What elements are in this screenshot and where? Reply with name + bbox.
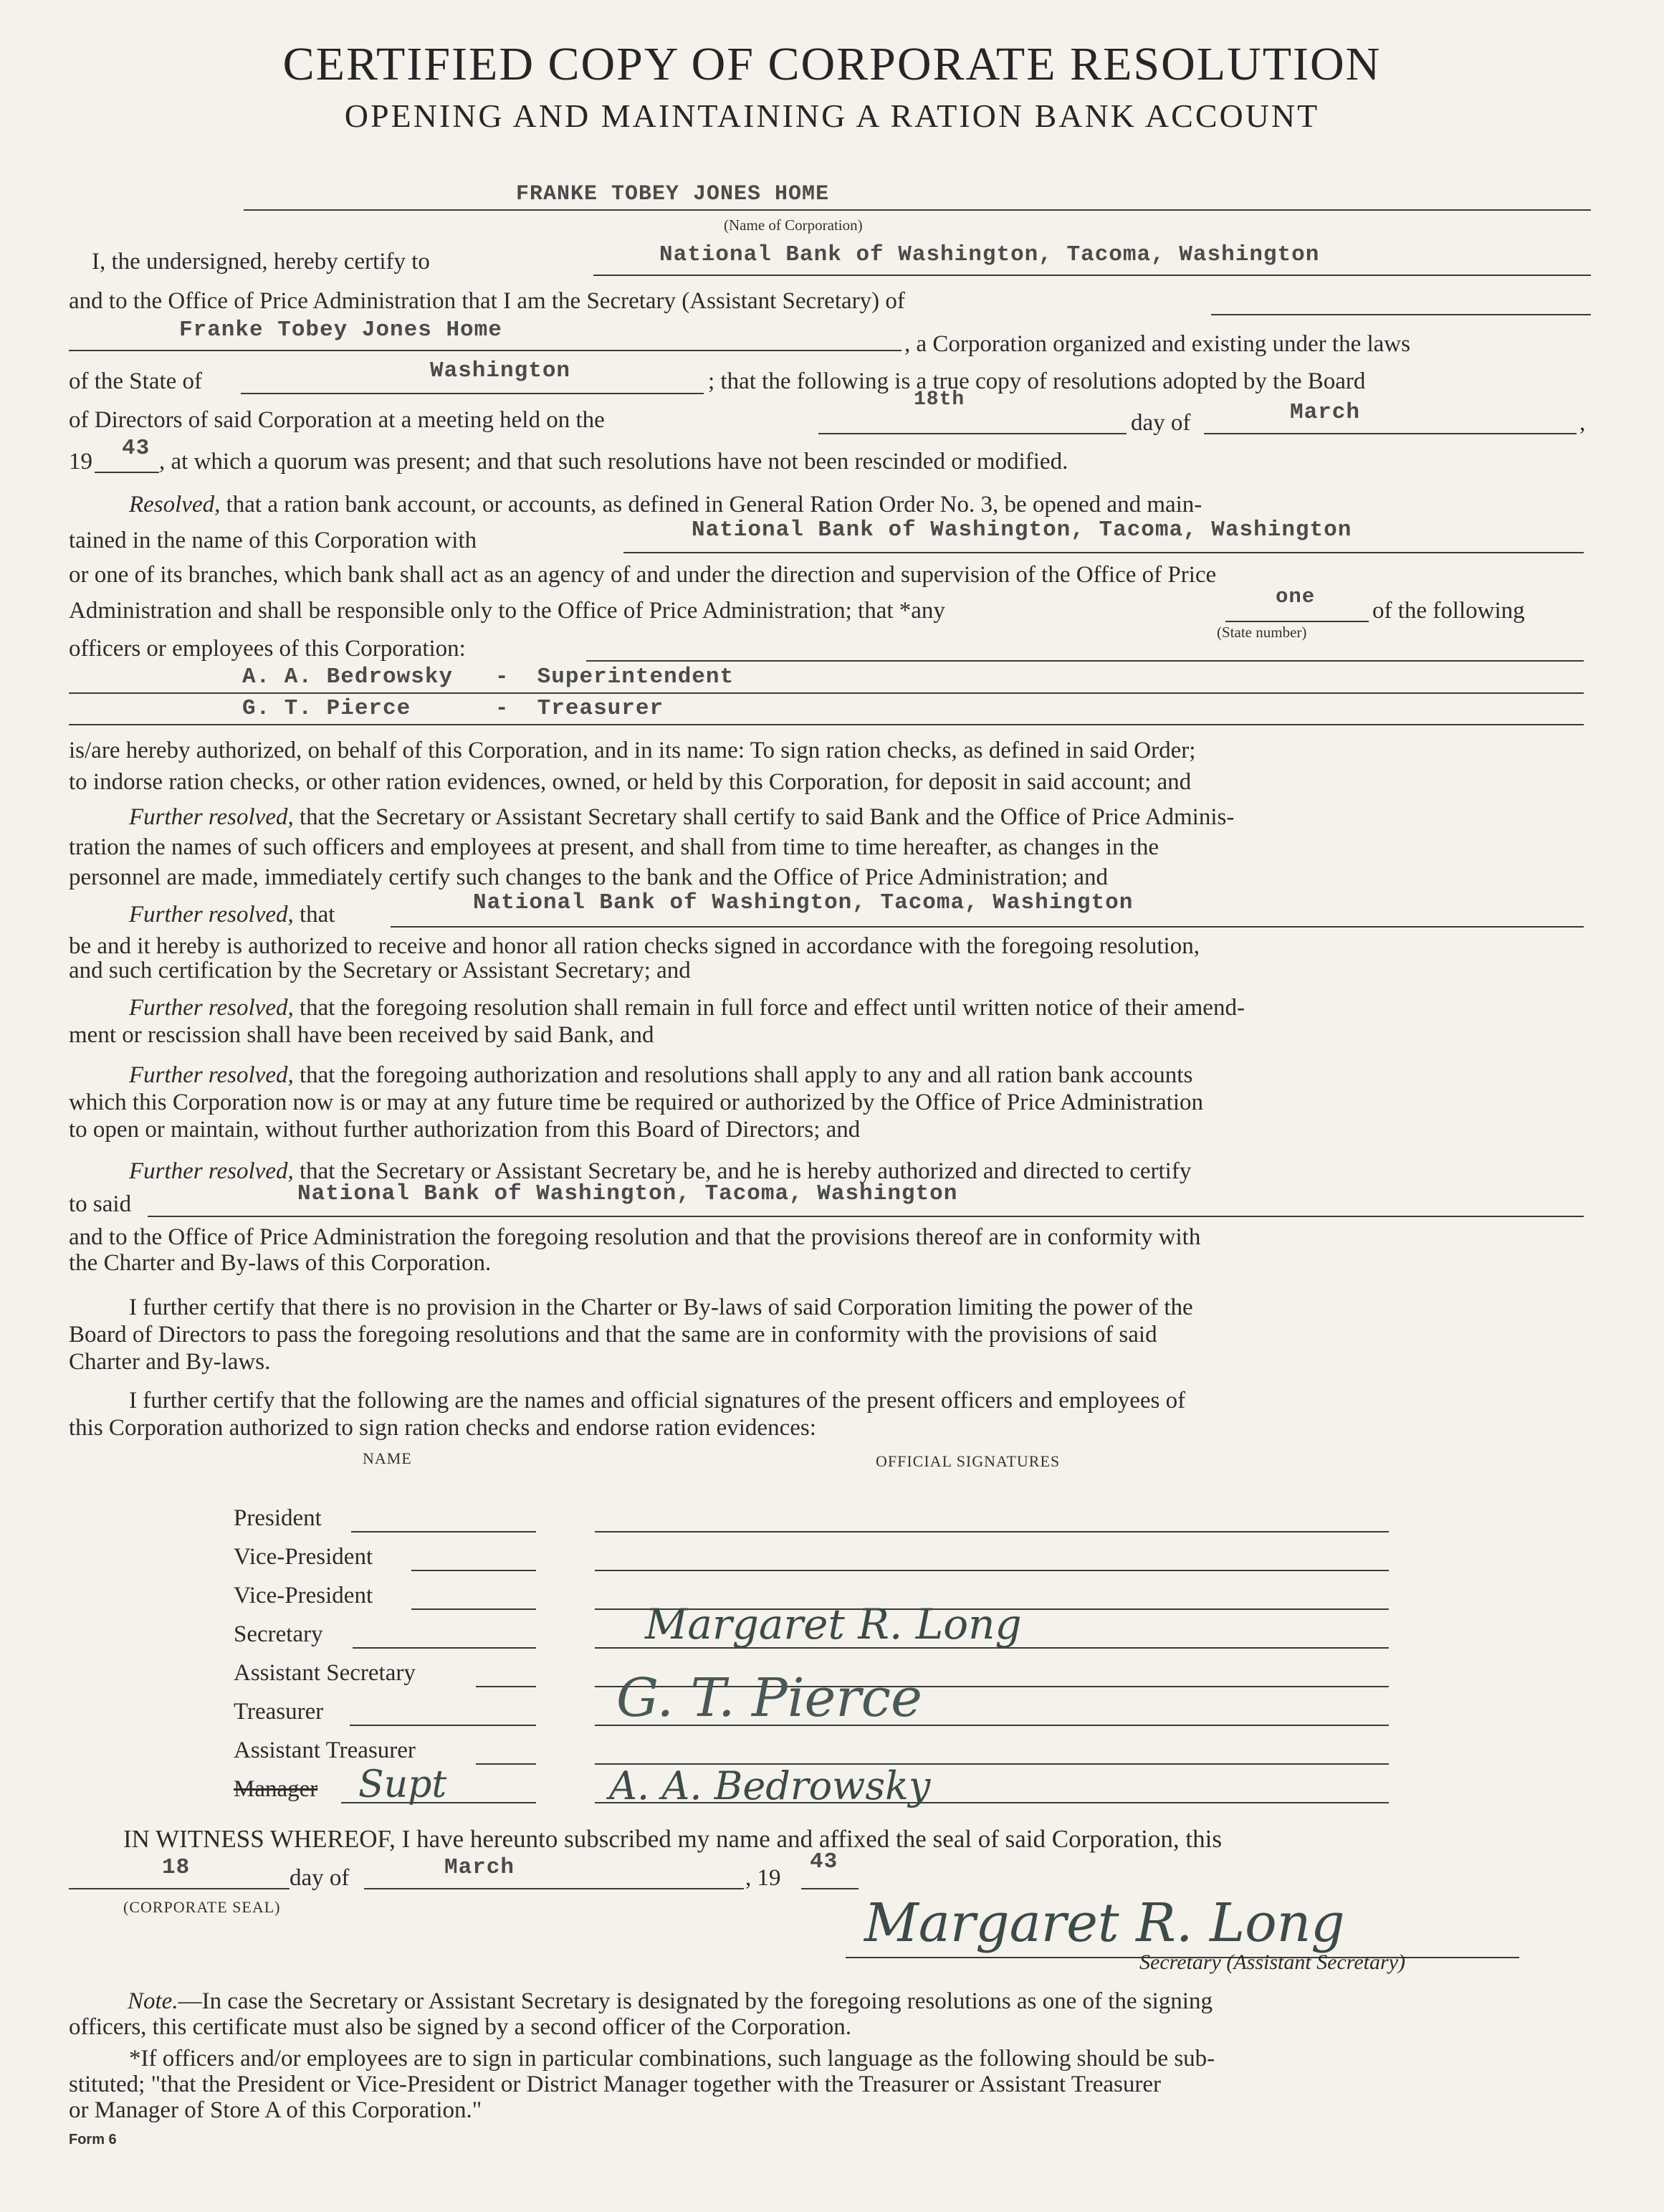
further-resolved-1-line2: tration the names of such officers and employees at present, and shall from time to time hereafter, as changes in the — [69, 834, 1159, 860]
note-line2: officers, this certificate must also be signed by a second officer of the Corporation. — [69, 2014, 852, 2040]
number-of-officers-field: one — [1276, 585, 1316, 609]
bank-name-field-2: National Bank of Washington, Tacoma, Washington — [692, 518, 1352, 543]
role-manager: Manager — [234, 1776, 318, 1802]
meeting-month-field: March — [1290, 400, 1361, 425]
further-resolved-3-line1: Further resolved, that the foregoing resolution shall remain in full force and effect until written notice of their amend- — [129, 995, 1245, 1021]
further-resolved-1-line1: Further resolved, that the Secretary or Assistant Secretary shall certify to said Bank and the Office of Price Adminis- — [129, 804, 1235, 830]
further-resolved-4-line1: Further resolved, that the foregoing authorization and resolutions shall apply to any and all ration bank accounts — [129, 1062, 1193, 1088]
certify-to-text: I, the undersigned, hereby certify to — [92, 249, 430, 275]
further-resolved-2-line2: be and it hereby is authorized to receive and honor all ration checks signed in accordance with the foregoing resolution, — [69, 933, 1200, 959]
further-resolved-5-line1: Further resolved, that the Secretary or Assistant Secretary be, and he is hereby authorized and directed to certify — [129, 1158, 1192, 1184]
manager-handwritten-title: Supt — [358, 1763, 447, 1806]
note-line1: Note.—In case the Secretary or Assistant Secretary is designated by the foregoing resolutions as one of the signing — [128, 1988, 1213, 2014]
manager-signature: A. A. Bedrowsky — [609, 1763, 931, 1808]
witness-year-field: 43 — [810, 1849, 838, 1874]
corporation-name-field: FRANKE TOBEY JONES HOME — [516, 182, 830, 206]
witness-signature: Margaret R. Long — [864, 1892, 1345, 1954]
certify-names-line1: I further certify that the following are the names and official signatures of the present officers and employees of — [129, 1388, 1186, 1414]
resolved-para-line3: or one of its branches, which bank shall act as an agency of and under the direction and supervision of the Office of Price — [69, 562, 1217, 588]
role-vice-president-2: Vice-President — [234, 1583, 373, 1608]
true-copy-text: ; that the following is a true copy of resolutions adopted by the Board — [708, 368, 1366, 394]
comma: , — [1579, 410, 1586, 436]
bank-name-field-3: National Bank of Washington, Tacoma, Washington — [473, 890, 1134, 915]
resolved-para-line1: Resolved, that a ration bank account, or accounts, as defined in General Ration Order No. 3, be opened and main- — [129, 492, 1202, 518]
role-president: President — [234, 1505, 322, 1531]
further-resolved-4-line2: which this Corporation now is or may at any future time be required or authorized by the Office of Price Administration — [69, 1090, 1203, 1115]
witness-day-field: 18 — [162, 1855, 191, 1880]
quorum-text: , at which a quorum was present; and that such resolutions have not been rescinded or modified. — [159, 449, 1068, 475]
year-prefix: 19 — [69, 449, 92, 475]
of-the-following-text: of the following — [1372, 598, 1525, 624]
certify-names-line2: this Corporation authorized to sign ration checks and endorse ration evidences: — [69, 1415, 816, 1441]
role-assistant-treasurer: Assistant Treasurer — [234, 1737, 416, 1763]
resolved-para-line2: tained in the name of this Corporation with — [69, 528, 477, 553]
corporation-name-caption: (Name of Corporation) — [724, 216, 863, 234]
bank-name-field: National Bank of Washington, Tacoma, Washington — [659, 242, 1320, 267]
witness-month-field: March — [444, 1855, 515, 1880]
officer-2-field: G. T. Pierce - Treasurer — [242, 696, 664, 721]
document-title: CERTIFIED COPY OF CORPORATE RESOLUTION — [282, 38, 1382, 90]
role-secretary: Secretary — [234, 1621, 323, 1647]
note-line4: stituted; "that the President or Vice-President or District Manager together with the Treasurer or Assistant Treasurer — [69, 2072, 1162, 2097]
treasurer-signature: G. T. Pierce — [616, 1667, 922, 1729]
resolved-para-line7: to indorse ration checks, or other ration evidences, owned, or held by this Corporation, for deposit in said account; and — [69, 769, 1192, 795]
resolved-para-line6: is/are hereby authorized, on behalf of this Corporation, and in its name: To sign ration checks, as defined in said Order; — [69, 738, 1196, 763]
role-treasurer: Treasurer — [234, 1699, 324, 1725]
day-of-label: day of — [1131, 410, 1191, 436]
note-line5: or Manager of Store A of this Corporation." — [69, 2097, 482, 2123]
further-resolved-5-line4: the Charter and By-laws of this Corporation. — [69, 1250, 492, 1276]
further-resolved-4-line3: to open or maintain, without further authorization from this Board of Directors; and — [69, 1117, 861, 1143]
officer-1-field: A. A. Bedrowsky - Superintendent — [242, 664, 735, 690]
name-column-header: NAME — [363, 1449, 412, 1467]
signature-caption: Secretary (Assistant Secretary) — [1139, 1950, 1406, 1974]
certify-no-provision-line2: Board of Directors to pass the foregoing resolutions and that the same are in conformity with the provisions of said — [69, 1322, 1157, 1348]
further-resolved-2-line1: Further resolved, that — [129, 902, 335, 928]
witness-year-prefix: , 19 — [745, 1865, 781, 1891]
resolved-para-line5: officers or employees of this Corporation: — [69, 636, 466, 662]
bank-name-field-4: National Bank of Washington, Tacoma, Washington — [297, 1181, 958, 1206]
further-resolved-5-line3: and to the Office of Price Administration the foregoing resolution and that the provisions thereof are in conformity with — [69, 1224, 1201, 1250]
role-assistant-secretary: Assistant Secretary — [234, 1660, 416, 1686]
state-of-label: of the State of — [69, 368, 203, 394]
corporate-seal-label: (CORPORATE SEAL) — [123, 1898, 281, 1916]
meeting-year-field: 43 — [122, 436, 150, 461]
further-resolved-2-line3: and such certification by the Secretary or Assistant Secretary; and — [69, 958, 691, 983]
resolved-para-line4: Administration and shall be responsible only to the Office of Price Administration; that *any — [69, 598, 945, 624]
state-field: Washington — [430, 358, 571, 383]
meeting-day-field: 18th — [914, 388, 965, 411]
secretary-signature: Margaret R. Long — [645, 1600, 1022, 1649]
witness-day-of-label: day of — [290, 1865, 350, 1891]
form-label: Form 6 — [69, 2132, 117, 2147]
corporation-name-mixed-field: Franke Tobey Jones Home — [179, 318, 502, 343]
meeting-held-text: of Directors of said Corporation at a meeting held on the — [69, 407, 605, 433]
witness-text: IN WITNESS WHEREOF, I have hereunto subscribed my name and affixed the seal of said Corporation, this — [123, 1825, 1222, 1853]
secretary-of-text: and to the Office of Price Administration that I am the Secretary (Assistant Secretary) of — [69, 288, 905, 314]
certify-no-provision-line3: Charter and By-laws. — [69, 1349, 271, 1375]
role-vice-president-1: Vice-President — [234, 1544, 373, 1570]
organized-laws-text: , a Corporation organized and existing under the laws — [904, 331, 1410, 357]
state-number-caption: (State number) — [1217, 624, 1307, 641]
further-resolved-3-line2: ment or rescission shall have been received by said Bank, and — [69, 1022, 654, 1048]
note-line3: *If officers and/or employees are to sign in particular combinations, such language as the following should be sub- — [129, 2046, 1215, 2072]
certify-no-provision-line1: I further certify that there is no provision in the Charter or By-laws of said Corporation limiting the power of the — [129, 1295, 1193, 1320]
further-resolved-5-line2: to said — [69, 1191, 132, 1217]
further-resolved-1-line3: personnel are made, immediately certify such changes to the bank and the Office of Price Administration; and — [69, 864, 1109, 890]
signatures-column-header: OFFICIAL SIGNATURES — [876, 1452, 1061, 1470]
document-subtitle: OPENING AND MAINTAINING A RATION BANK ACCOUNT — [344, 97, 1320, 134]
